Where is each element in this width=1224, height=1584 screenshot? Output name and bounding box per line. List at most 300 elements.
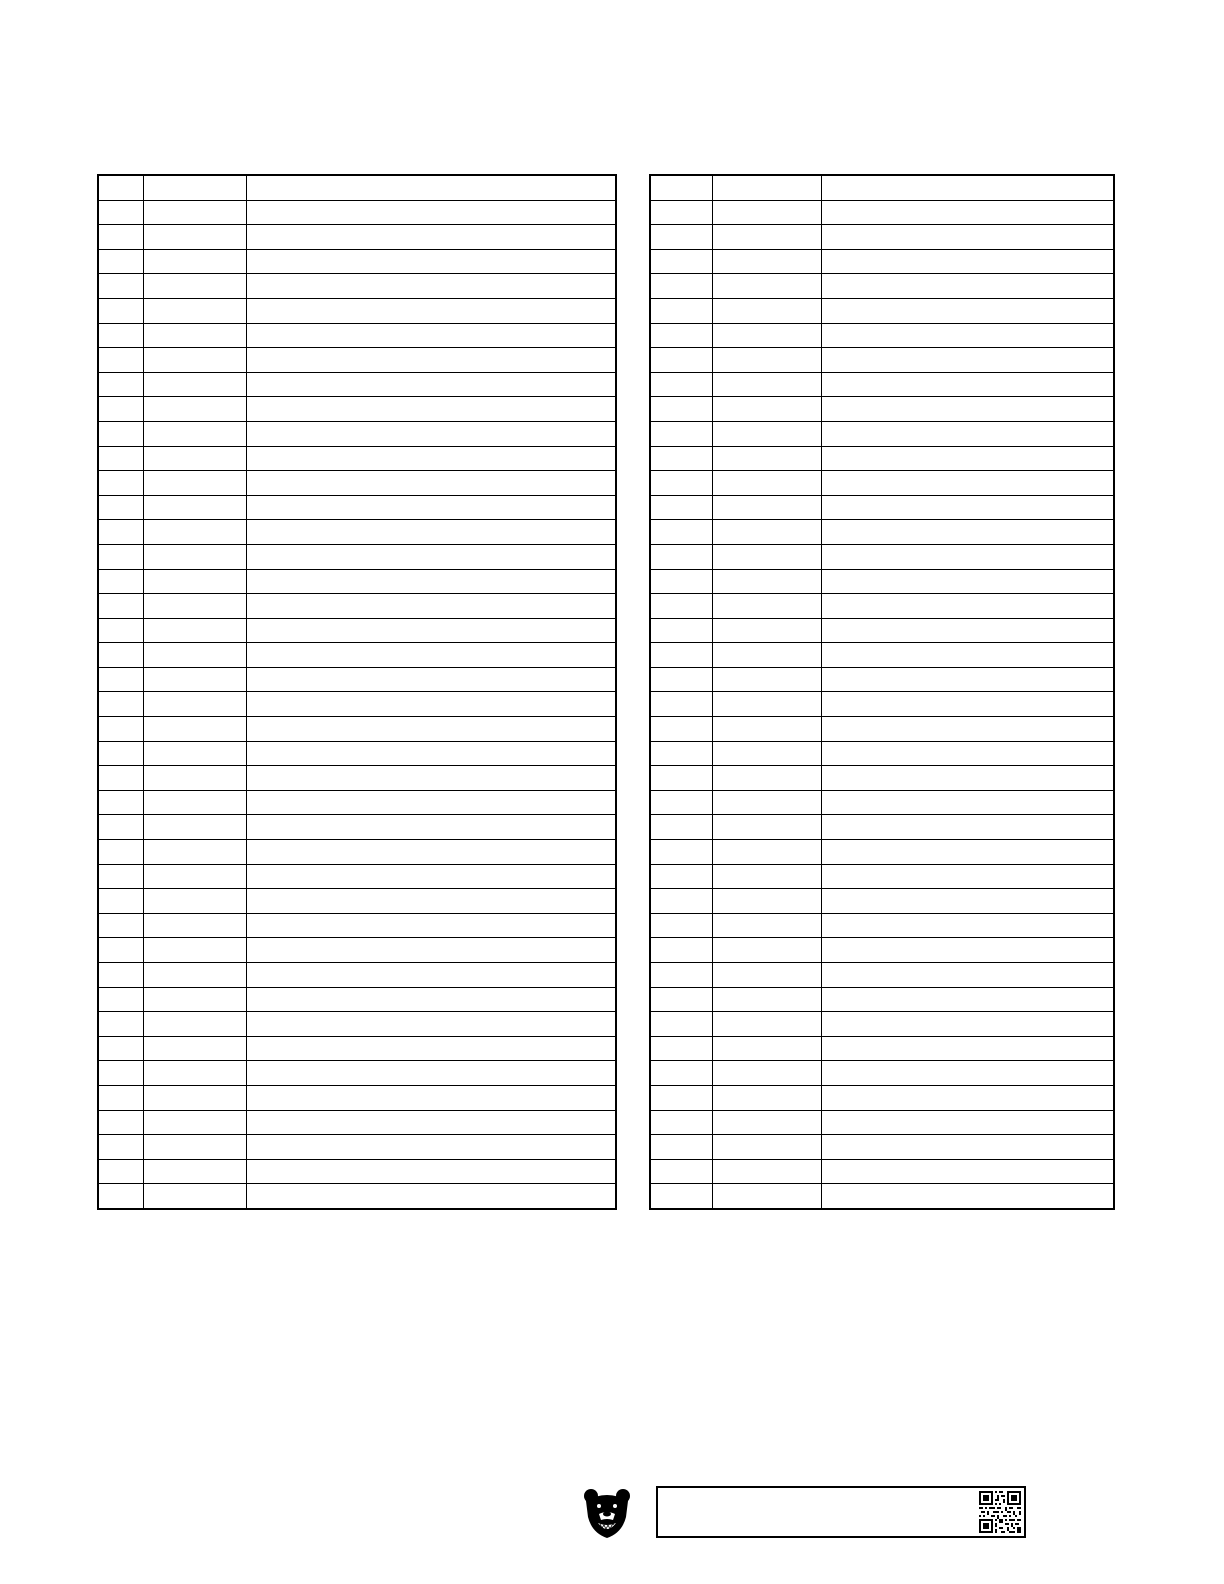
parts-table-left-body xyxy=(98,175,616,1209)
table-cell xyxy=(246,421,616,446)
table-cell xyxy=(98,200,143,225)
table-row xyxy=(98,471,616,496)
table-cell xyxy=(246,815,616,840)
table-cell xyxy=(143,667,246,692)
table-row xyxy=(650,1036,1114,1061)
table-cell xyxy=(143,741,246,766)
table-cell xyxy=(143,1012,246,1037)
table-header-cell xyxy=(143,175,246,200)
table-row xyxy=(98,963,616,988)
table-row xyxy=(98,692,616,717)
table-cell xyxy=(821,1184,1114,1209)
table-cell xyxy=(712,987,821,1012)
table-cell xyxy=(650,717,712,742)
table-row xyxy=(98,1036,616,1061)
table-row xyxy=(98,766,616,791)
table-cell xyxy=(246,471,616,496)
table-cell xyxy=(246,397,616,422)
table-cell xyxy=(712,815,821,840)
table-header-row xyxy=(98,175,616,200)
table-header-cell xyxy=(650,175,712,200)
table-row xyxy=(650,766,1114,791)
qr-code-icon[interactable] xyxy=(979,1491,1021,1533)
table-row xyxy=(98,594,616,619)
table-cell xyxy=(821,667,1114,692)
table-cell xyxy=(650,913,712,938)
table-cell xyxy=(98,1184,143,1209)
table-cell xyxy=(821,963,1114,988)
table-cell xyxy=(143,249,246,274)
table-row xyxy=(650,1085,1114,1110)
table-cell xyxy=(246,913,616,938)
table-cell xyxy=(821,200,1114,225)
table-cell xyxy=(821,692,1114,717)
table-row xyxy=(98,298,616,323)
table-row xyxy=(98,913,616,938)
table-row xyxy=(650,348,1114,373)
table-cell xyxy=(712,766,821,791)
table-row xyxy=(98,1085,616,1110)
table-cell xyxy=(712,520,821,545)
table-row xyxy=(650,1012,1114,1037)
table-cell xyxy=(246,618,616,643)
table-cell xyxy=(98,1061,143,1086)
table-cell xyxy=(98,1135,143,1160)
table-cell xyxy=(246,323,616,348)
table-cell xyxy=(143,594,246,619)
table-cell xyxy=(246,495,616,520)
table-cell xyxy=(821,594,1114,619)
table-cell xyxy=(98,544,143,569)
table-cell xyxy=(143,790,246,815)
table-cell xyxy=(712,323,821,348)
table-cell xyxy=(650,274,712,299)
table-cell xyxy=(98,913,143,938)
table-cell xyxy=(98,323,143,348)
table-cell xyxy=(821,495,1114,520)
table-cell xyxy=(98,717,143,742)
table-cell xyxy=(98,667,143,692)
table-cell xyxy=(246,274,616,299)
table-cell xyxy=(821,446,1114,471)
table-cell xyxy=(143,569,246,594)
table-cell xyxy=(246,569,616,594)
table-cell xyxy=(246,446,616,471)
table-row xyxy=(650,495,1114,520)
table-cell xyxy=(821,298,1114,323)
table-row xyxy=(650,298,1114,323)
table-cell xyxy=(650,1012,712,1037)
table-cell xyxy=(712,348,821,373)
table-cell xyxy=(650,692,712,717)
table-cell xyxy=(98,840,143,865)
table-cell xyxy=(143,200,246,225)
table-cell xyxy=(821,471,1114,496)
table-cell xyxy=(143,692,246,717)
table-cell xyxy=(712,397,821,422)
table-cell xyxy=(98,298,143,323)
table-cell xyxy=(821,348,1114,373)
table-cell xyxy=(712,446,821,471)
table-cell xyxy=(650,840,712,865)
table-cell xyxy=(712,618,821,643)
table-cell xyxy=(650,446,712,471)
table-row xyxy=(98,446,616,471)
table-cell xyxy=(650,569,712,594)
table-row xyxy=(650,741,1114,766)
table-cell xyxy=(143,1184,246,1209)
table-cell xyxy=(650,643,712,668)
table-cell xyxy=(712,569,821,594)
footer-box xyxy=(656,1486,1026,1538)
table-header-cell xyxy=(246,175,616,200)
table-cell xyxy=(650,1184,712,1209)
table-cell xyxy=(143,643,246,668)
table-cell xyxy=(246,667,616,692)
table-cell xyxy=(650,1061,712,1086)
table-row xyxy=(650,815,1114,840)
table-cell xyxy=(821,790,1114,815)
table-cell xyxy=(98,495,143,520)
table-cell xyxy=(712,1036,821,1061)
table-cell xyxy=(98,471,143,496)
parts-table-right xyxy=(649,174,1115,1210)
table-cell xyxy=(246,1012,616,1037)
table-cell xyxy=(650,397,712,422)
table-cell xyxy=(650,618,712,643)
table-cell xyxy=(712,692,821,717)
table-row xyxy=(98,1159,616,1184)
table-header-cell xyxy=(712,175,821,200)
table-cell xyxy=(246,1036,616,1061)
table-cell xyxy=(143,446,246,471)
table-cell xyxy=(98,446,143,471)
table-row xyxy=(650,889,1114,914)
table-row xyxy=(650,1184,1114,1209)
table-cell xyxy=(143,274,246,299)
table-cell xyxy=(712,544,821,569)
table-cell xyxy=(712,889,821,914)
table-cell xyxy=(143,323,246,348)
table-cell xyxy=(143,717,246,742)
table-cell xyxy=(712,913,821,938)
table-cell xyxy=(712,274,821,299)
table-row xyxy=(98,421,616,446)
table-cell xyxy=(712,1012,821,1037)
table-cell xyxy=(712,471,821,496)
bear-head-logo-icon xyxy=(582,1487,632,1539)
table-cell xyxy=(821,1061,1114,1086)
table-row xyxy=(650,938,1114,963)
table-cell xyxy=(143,1135,246,1160)
table-cell xyxy=(712,225,821,250)
table-cell xyxy=(98,938,143,963)
table-row xyxy=(650,987,1114,1012)
table-cell xyxy=(246,544,616,569)
table-cell xyxy=(143,1110,246,1135)
table-cell xyxy=(143,1036,246,1061)
table-row xyxy=(98,864,616,889)
table-cell xyxy=(246,840,616,865)
table-row xyxy=(650,274,1114,299)
table-row xyxy=(650,446,1114,471)
table-cell xyxy=(246,1135,616,1160)
table-cell xyxy=(98,790,143,815)
table-cell xyxy=(246,225,616,250)
table-row xyxy=(650,1110,1114,1135)
table-cell xyxy=(712,938,821,963)
table-row xyxy=(650,840,1114,865)
table-cell xyxy=(650,249,712,274)
table-cell xyxy=(143,766,246,791)
table-row xyxy=(98,741,616,766)
table-cell xyxy=(143,372,246,397)
table-cell xyxy=(712,643,821,668)
table-cell xyxy=(143,348,246,373)
table-cell xyxy=(650,864,712,889)
table-row xyxy=(650,913,1114,938)
table-row xyxy=(98,938,616,963)
table-row xyxy=(98,1135,616,1160)
table-cell xyxy=(821,766,1114,791)
table-cell xyxy=(650,544,712,569)
table-cell xyxy=(821,323,1114,348)
table-cell xyxy=(246,717,616,742)
table-cell xyxy=(821,889,1114,914)
table-row xyxy=(98,643,616,668)
table-cell xyxy=(650,741,712,766)
table-cell xyxy=(821,421,1114,446)
table-cell xyxy=(246,200,616,225)
table-cell xyxy=(821,1085,1114,1110)
table-cell xyxy=(98,594,143,619)
table-cell xyxy=(712,790,821,815)
table-cell xyxy=(712,1159,821,1184)
table-header-cell xyxy=(821,175,1114,200)
table-cell xyxy=(821,987,1114,1012)
table-row xyxy=(650,1061,1114,1086)
table-cell xyxy=(650,1135,712,1160)
table-cell xyxy=(712,717,821,742)
table-row xyxy=(98,544,616,569)
table-cell xyxy=(712,1184,821,1209)
table-cell xyxy=(98,1036,143,1061)
table-cell xyxy=(246,987,616,1012)
table-cell xyxy=(712,372,821,397)
table-cell xyxy=(821,864,1114,889)
table-cell xyxy=(246,249,616,274)
table-cell xyxy=(650,1159,712,1184)
table-cell xyxy=(246,790,616,815)
table-row xyxy=(98,372,616,397)
table-cell xyxy=(143,913,246,938)
table-cell xyxy=(712,1061,821,1086)
table-cell xyxy=(98,692,143,717)
table-cell xyxy=(98,569,143,594)
table-row xyxy=(650,397,1114,422)
table-cell xyxy=(98,1110,143,1135)
table-cell xyxy=(246,692,616,717)
table-cell xyxy=(98,963,143,988)
table-cell xyxy=(712,1135,821,1160)
table-row xyxy=(98,618,616,643)
table-row xyxy=(650,544,1114,569)
table-cell xyxy=(98,618,143,643)
table-row xyxy=(98,274,616,299)
table-row xyxy=(98,1110,616,1135)
table-cell xyxy=(143,495,246,520)
table-cell xyxy=(143,963,246,988)
table-cell xyxy=(246,963,616,988)
table-cell xyxy=(821,913,1114,938)
table-cell xyxy=(650,520,712,545)
table-cell xyxy=(650,495,712,520)
table-cell xyxy=(246,1184,616,1209)
table-cell xyxy=(821,1159,1114,1184)
table-cell xyxy=(650,1036,712,1061)
table-cell xyxy=(98,1159,143,1184)
table-cell xyxy=(712,963,821,988)
table-row xyxy=(98,717,616,742)
table-cell xyxy=(246,1159,616,1184)
table-cell xyxy=(821,372,1114,397)
table-cell xyxy=(650,938,712,963)
table-cell xyxy=(821,225,1114,250)
table-cell xyxy=(246,594,616,619)
table-cell xyxy=(821,840,1114,865)
table-row xyxy=(98,1184,616,1209)
table-cell xyxy=(246,348,616,373)
table-cell xyxy=(98,225,143,250)
table-cell xyxy=(246,643,616,668)
table-row xyxy=(98,249,616,274)
table-cell xyxy=(712,495,821,520)
table-cell xyxy=(98,348,143,373)
table-cell xyxy=(650,963,712,988)
table-cell xyxy=(821,741,1114,766)
table-row xyxy=(98,1061,616,1086)
table-cell xyxy=(143,815,246,840)
table-cell xyxy=(143,864,246,889)
table-row xyxy=(98,790,616,815)
table-row xyxy=(650,569,1114,594)
table-row xyxy=(650,790,1114,815)
table-cell xyxy=(98,766,143,791)
table-cell xyxy=(143,1085,246,1110)
table-cell xyxy=(650,987,712,1012)
table-cell xyxy=(650,372,712,397)
table-cell xyxy=(712,249,821,274)
table-row xyxy=(650,1135,1114,1160)
table-cell xyxy=(143,520,246,545)
table-cell xyxy=(712,200,821,225)
table-row xyxy=(98,520,616,545)
table-row xyxy=(650,421,1114,446)
table-cell xyxy=(712,1110,821,1135)
table-cell xyxy=(821,618,1114,643)
table-row xyxy=(650,225,1114,250)
table-cell xyxy=(143,225,246,250)
table-row xyxy=(98,348,616,373)
table-cell xyxy=(246,372,616,397)
table-cell xyxy=(143,471,246,496)
table-row xyxy=(650,520,1114,545)
table-row xyxy=(98,815,616,840)
table-cell xyxy=(821,520,1114,545)
table-row xyxy=(98,397,616,422)
table-cell xyxy=(650,815,712,840)
table-header-cell xyxy=(98,175,143,200)
table-cell xyxy=(650,298,712,323)
table-cell xyxy=(650,594,712,619)
table-row xyxy=(98,225,616,250)
table-row xyxy=(98,840,616,865)
table-cell xyxy=(98,864,143,889)
table-cell xyxy=(143,1061,246,1086)
table-row xyxy=(650,1159,1114,1184)
table-cell xyxy=(143,618,246,643)
table-cell xyxy=(246,741,616,766)
table-cell xyxy=(821,938,1114,963)
table-cell xyxy=(821,544,1114,569)
table-cell xyxy=(650,225,712,250)
table-cell xyxy=(143,421,246,446)
table-cell xyxy=(98,987,143,1012)
table-cell xyxy=(98,741,143,766)
table-cell xyxy=(143,938,246,963)
table-cell xyxy=(821,717,1114,742)
table-cell xyxy=(821,643,1114,668)
table-row xyxy=(650,594,1114,619)
table-cell xyxy=(821,1135,1114,1160)
table-cell xyxy=(650,471,712,496)
table-cell xyxy=(98,397,143,422)
table-cell xyxy=(246,298,616,323)
parts-table-left xyxy=(97,174,617,1210)
table-cell xyxy=(650,323,712,348)
table-row xyxy=(98,667,616,692)
table-cell xyxy=(246,1061,616,1086)
table-cell xyxy=(712,840,821,865)
table-row xyxy=(98,987,616,1012)
table-row xyxy=(650,643,1114,668)
table-cell xyxy=(143,889,246,914)
table-cell xyxy=(246,1110,616,1135)
table-cell xyxy=(143,840,246,865)
table-cell xyxy=(650,889,712,914)
table-cell xyxy=(821,815,1114,840)
table-header-row xyxy=(650,175,1114,200)
table-row xyxy=(650,471,1114,496)
table-cell xyxy=(650,766,712,791)
table-row xyxy=(650,618,1114,643)
table-cell xyxy=(143,987,246,1012)
table-cell xyxy=(143,544,246,569)
table-cell xyxy=(246,520,616,545)
table-cell xyxy=(712,741,821,766)
table-cell xyxy=(650,200,712,225)
table-row xyxy=(98,1012,616,1037)
table-row xyxy=(98,889,616,914)
table-cell xyxy=(650,1085,712,1110)
table-cell xyxy=(821,569,1114,594)
table-row xyxy=(98,495,616,520)
table-cell xyxy=(712,594,821,619)
table-cell xyxy=(98,1085,143,1110)
table-cell xyxy=(98,249,143,274)
table-row xyxy=(98,569,616,594)
table-cell xyxy=(246,766,616,791)
